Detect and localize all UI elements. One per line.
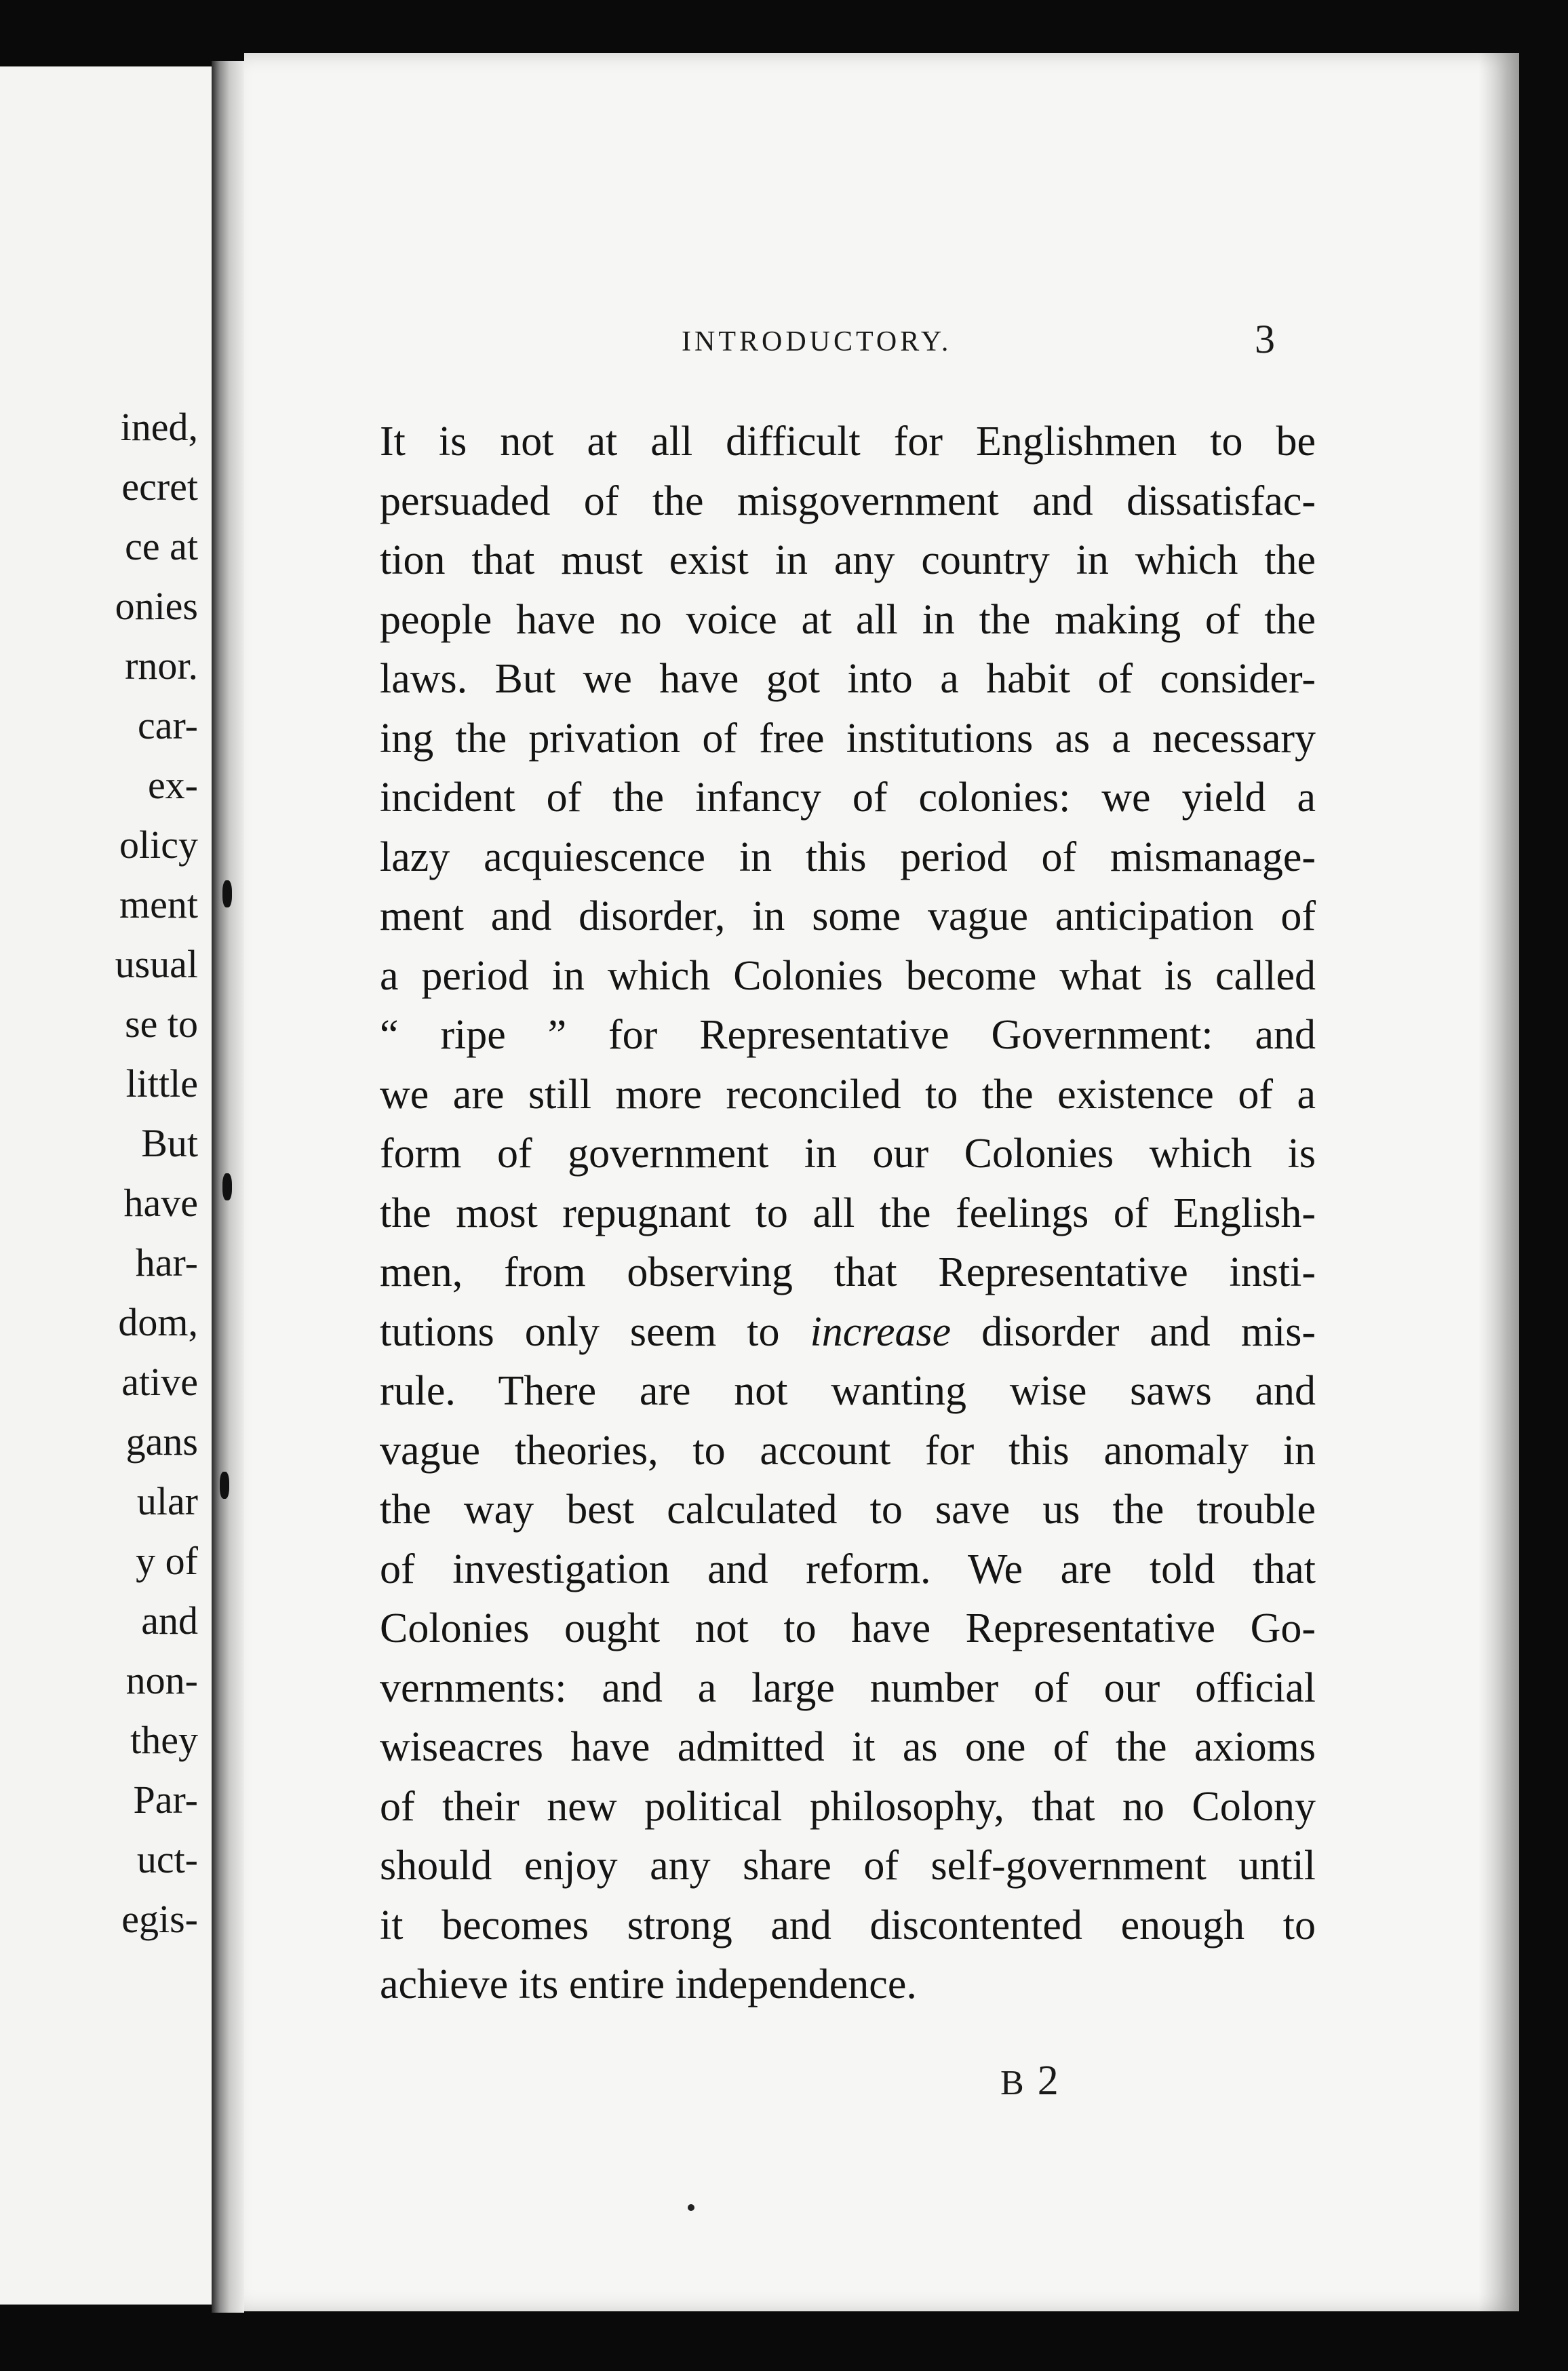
text-line: men, from observing that Representative insti- [380,1249,1316,1295]
text-line: lazy acquiescence in this period of mismanage- [380,834,1316,880]
text-segment: tutions only seem to [380,1308,780,1355]
left-line: dom, [118,1300,198,1344]
left-line: ined, [120,405,198,449]
text-segment: disorder and mis- [981,1308,1316,1355]
text-line: vernments: and a large number of our official [380,1664,1316,1711]
text-line: ing the privation of free institutions as a necessary [380,715,1316,762]
text-line: It is not at all difficult for Englishmen to be [380,418,1316,465]
text-line: of investigation and reform. We are told that [380,1546,1316,1592]
text-line: we are still more reconciled to the existence of a [380,1071,1316,1118]
left-line: gans [125,1419,198,1464]
text-line: rule. There are not wanting wise saws and [380,1368,1316,1414]
left-line: rnor. [125,644,198,688]
text-line: form of government in our Colonies which is [380,1131,1316,1177]
left-line: have [123,1181,198,1225]
left-line: olicy [119,823,198,867]
paper-speck [688,2204,694,2211]
text-line: tion that must exist in any country in which the [380,537,1316,583]
page-number: 3 [1255,317,1275,361]
left-line: ex- [147,763,198,807]
text-line: the most repugnant to all the feelings of English- [380,1190,1316,1236]
left-line: usual [115,942,198,986]
left-line: ular [136,1479,198,1523]
left-line: y of [136,1539,198,1583]
left-line: ce at [125,524,198,568]
text-line: “ ripe ” for Representative Government: and [380,1012,1316,1058]
text-line: ment and disorder, in some vague anticipation of [380,893,1316,939]
left-line: se to [125,1002,198,1046]
text-line: incident of the infancy of colonies: we yield a [380,775,1316,821]
signature-mark [1000,2057,1060,2105]
text-line: should enjoy any share of self-government until [380,1843,1316,1889]
text-line: it becomes strong and discontented enough to [380,1902,1316,1948]
left-line: But [141,1121,198,1165]
running-head: INTRODUCTORY. [682,326,952,357]
gutter-thread-mark [222,880,232,907]
left-line: uct- [136,1837,198,1881]
text-line: the way best calculated to save us the trouble [380,1487,1316,1533]
text-line: a period in which Colonies become what is called [380,952,1316,999]
text-line: Colonies ought not to have Representative Go- [380,1605,1316,1651]
left-line: they [130,1718,198,1762]
page-edge-shadow [1478,53,1519,2311]
text-line: persuaded of the misgovernment and dissatisfac- [380,477,1316,524]
left-line: ative [121,1360,198,1404]
gutter-thread-mark [222,1173,232,1200]
italic-word: increase [810,1308,952,1355]
left-line: ment [119,882,198,926]
text-line: achieve its entire independence. [380,1961,917,2007]
text-line: vague theories, to account for this anomaly in [380,1427,1316,1474]
left-line: car- [138,703,198,747]
left-line: and [141,1599,198,1643]
right-page [244,53,1519,2311]
text-line-with-italic [380,1303,1316,1363]
text-line: wiseacres have admitted it as one of the axioms [380,1724,1316,1770]
text-line: of their new political philosophy, that no Colony [380,1783,1316,1830]
left-line: non- [125,1658,198,1702]
left-page-fragment [0,66,212,2305]
left-line: onies [115,584,198,628]
left-line: Par- [133,1778,198,1822]
text-line: people have no voice at all in the making of the [380,596,1316,643]
left-line: ecret [121,465,198,509]
book-gutter [212,61,244,2313]
signature-number: 2 [1037,2058,1060,2104]
signature-letter: B [1000,2064,1025,2102]
gutter-thread-mark [220,1472,229,1499]
left-line: egis- [121,1897,198,1941]
left-line: har- [135,1240,198,1285]
left-line: little [125,1061,198,1105]
text-line: laws. But we have got into a habit of consider- [380,656,1316,702]
body-text [380,412,1316,2015]
